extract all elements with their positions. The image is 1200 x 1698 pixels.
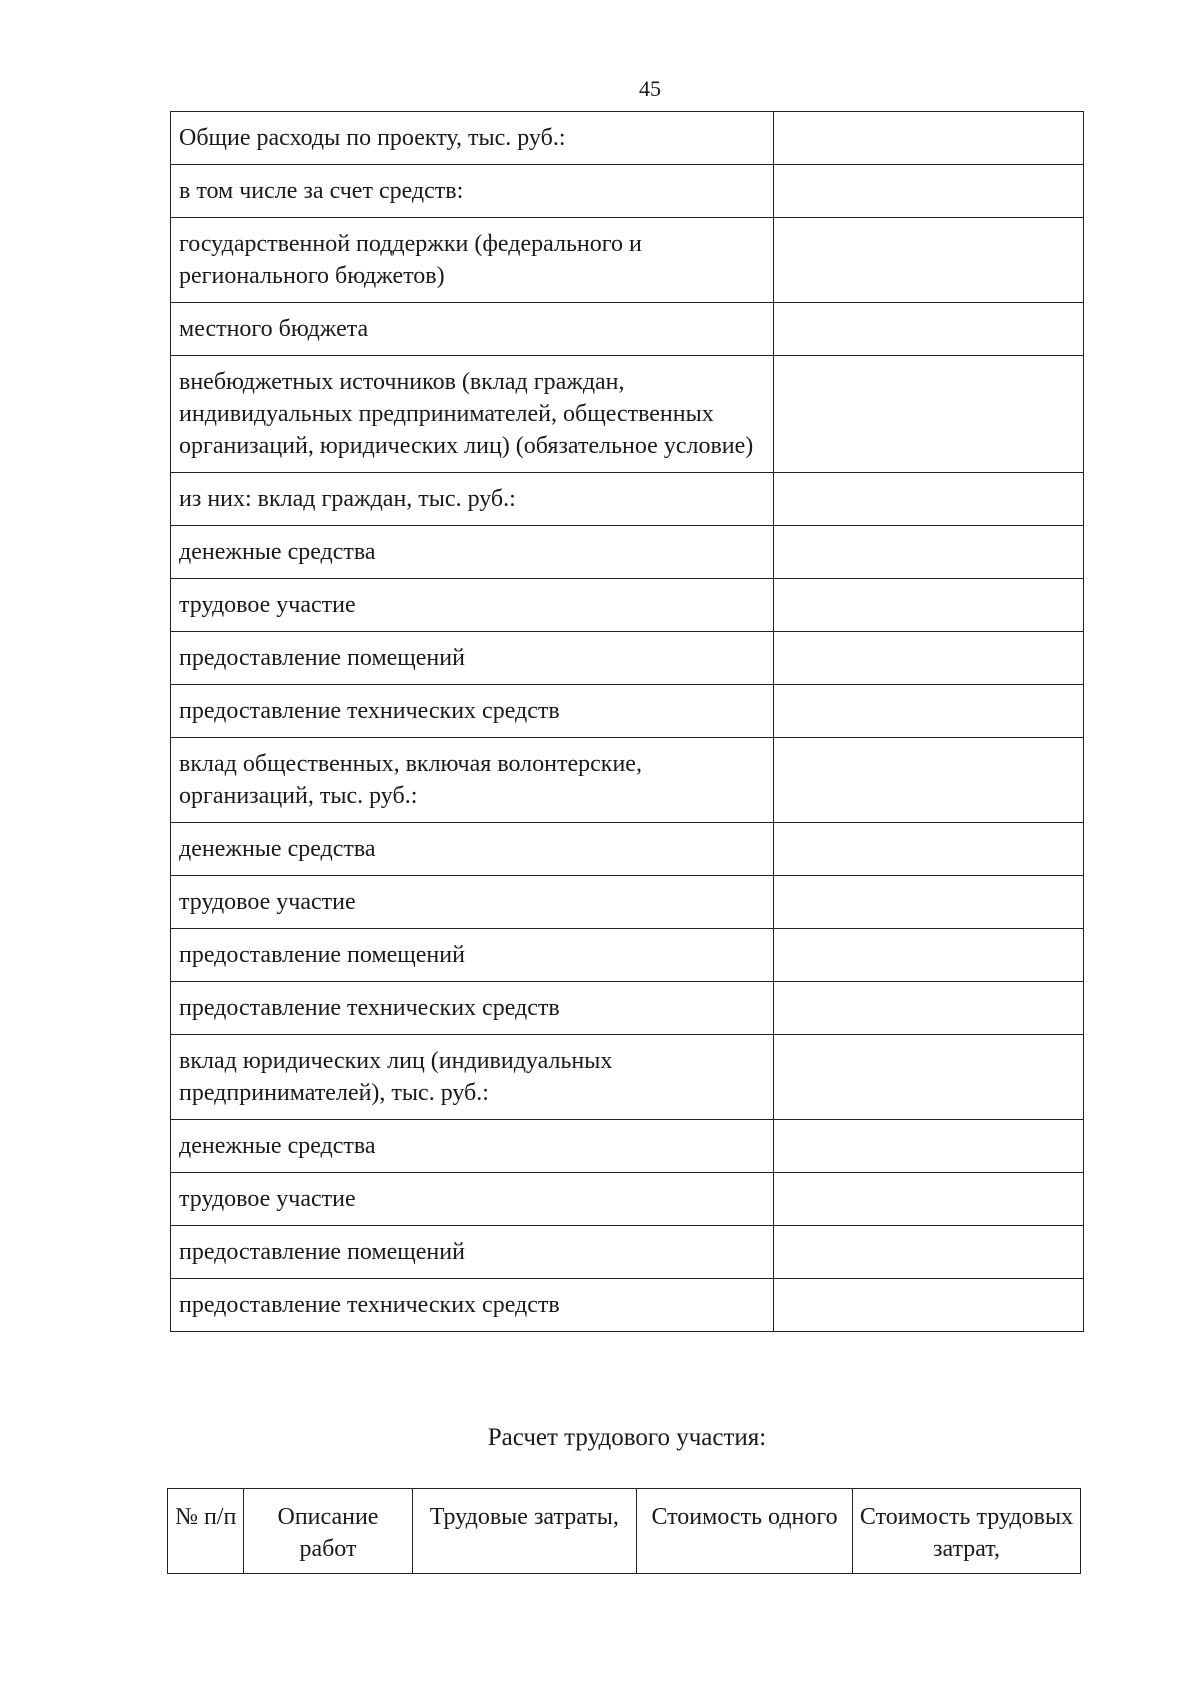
- row-value: [774, 876, 1084, 929]
- row-label: трудовое участие: [171, 1173, 774, 1226]
- table-row: [171, 303, 1084, 356]
- column-header-total-cost: Стоимость трудовых затрат,: [853, 1489, 1081, 1574]
- row-label: в том числе за счет средств:: [171, 165, 774, 218]
- labor-calculation-table: [167, 1488, 1081, 1574]
- row-value: [774, 218, 1084, 303]
- table-row: [171, 876, 1084, 929]
- row-value: [774, 303, 1084, 356]
- column-header-number: № п/п: [168, 1489, 244, 1574]
- table-row: [171, 1279, 1084, 1332]
- table-row: [171, 982, 1084, 1035]
- row-value: [774, 1035, 1084, 1120]
- table-row: [171, 1035, 1084, 1120]
- page-number: 45: [639, 76, 661, 101]
- column-header-unit-cost: Стоимость одного: [637, 1489, 853, 1574]
- row-label: предоставление помещений: [171, 632, 774, 685]
- row-label: предоставление технических средств: [171, 685, 774, 738]
- table-row: [171, 1226, 1084, 1279]
- table-row: [171, 685, 1084, 738]
- table-header-row: [168, 1489, 1081, 1574]
- project-funding-table: [170, 111, 1084, 1332]
- row-value: [774, 1279, 1084, 1332]
- table-row: [171, 112, 1084, 165]
- row-value: [774, 632, 1084, 685]
- row-value: [774, 579, 1084, 632]
- row-value: [774, 473, 1084, 526]
- row-label: предоставление помещений: [171, 929, 774, 982]
- table-row: [171, 473, 1084, 526]
- table-row: [171, 526, 1084, 579]
- table-row: [171, 823, 1084, 876]
- table-row: [171, 356, 1084, 473]
- row-value: [774, 526, 1084, 579]
- row-label: предоставление помещений: [171, 1226, 774, 1279]
- table-row: [171, 165, 1084, 218]
- table-row: [171, 738, 1084, 823]
- row-value: [774, 823, 1084, 876]
- row-label: из них: вклад граждан, тыс. руб.:: [171, 473, 774, 526]
- row-value: [774, 685, 1084, 738]
- row-label: предоставление технических средств: [171, 982, 774, 1035]
- row-value: [774, 738, 1084, 823]
- table-row: [171, 929, 1084, 982]
- row-label: вклад юридических лиц (индивидуальных предпринимателей), тыс. руб.:: [171, 1035, 774, 1120]
- row-value: [774, 1120, 1084, 1173]
- table-row: [171, 632, 1084, 685]
- row-value: [774, 165, 1084, 218]
- row-label: денежные средства: [171, 526, 774, 579]
- row-label: трудовое участие: [171, 876, 774, 929]
- row-label: государственной поддержки (федерального и регионального бюджетов): [171, 218, 774, 303]
- table-row: [171, 1120, 1084, 1173]
- table-row: [171, 579, 1084, 632]
- row-value: [774, 112, 1084, 165]
- row-value: [774, 356, 1084, 473]
- row-value: [774, 1173, 1084, 1226]
- row-label: денежные средства: [171, 823, 774, 876]
- row-label: Общие расходы по проекту, тыс. руб.:: [171, 112, 774, 165]
- row-value: [774, 929, 1084, 982]
- table-row: [171, 1173, 1084, 1226]
- column-header-description: Описание работ: [244, 1489, 412, 1574]
- row-label: внебюджетных источников (вклад граждан, индивидуальных предпринимателей, общественных организаций, юридических лиц) (обязательное условие): [171, 356, 774, 473]
- row-label: денежные средства: [171, 1120, 774, 1173]
- row-label: трудовое участие: [171, 579, 774, 632]
- row-label: местного бюджета: [171, 303, 774, 356]
- row-label: вклад общественных, включая волонтерские, организаций, тыс. руб.:: [171, 738, 774, 823]
- row-label: предоставление технических средств: [171, 1279, 774, 1332]
- table-row: [171, 218, 1084, 303]
- labor-section-title: Расчет трудового участия:: [487, 1424, 767, 1451]
- row-value: [774, 982, 1084, 1035]
- row-value: [774, 1226, 1084, 1279]
- column-header-labor-costs: Трудовые затраты,: [412, 1489, 637, 1574]
